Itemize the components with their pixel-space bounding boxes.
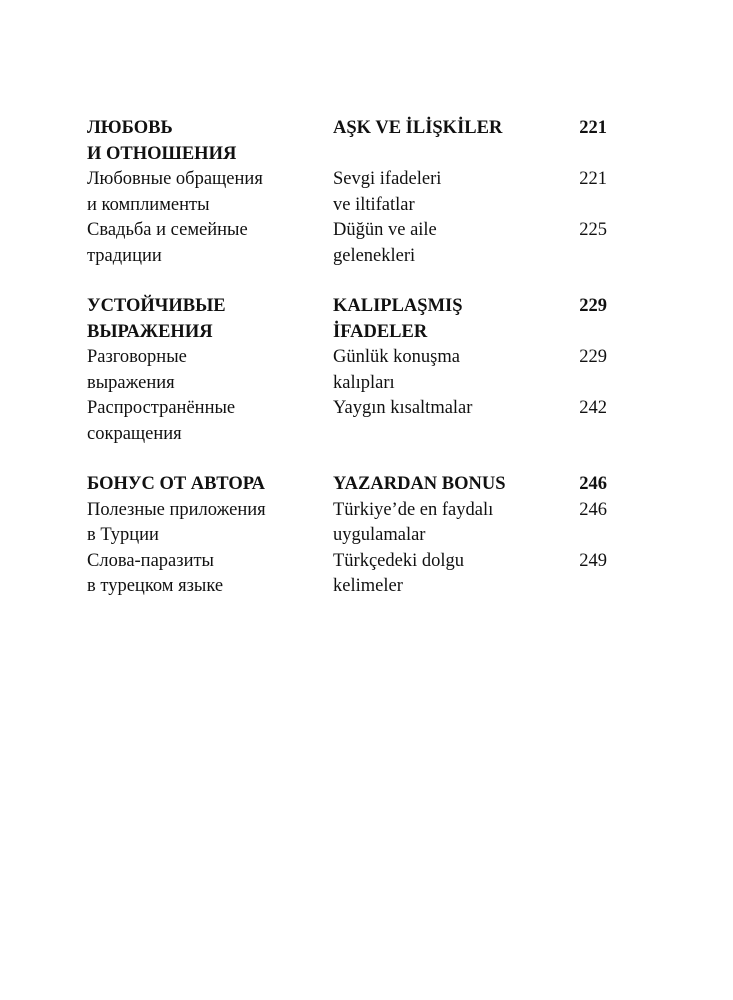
entry-page-number: 246 bbox=[579, 499, 607, 520]
heading-russian: БОНУС ОТ АВТОРА bbox=[87, 474, 266, 494]
heading-russian: УСТОЙЧИВЫЕ ВЫРАЖЕНИЯ bbox=[87, 296, 226, 342]
entry-page-number: 249 bbox=[579, 550, 607, 571]
toc-entry bbox=[87, 498, 607, 549]
heading-turkish: AŞK VE İLİŞKİLER bbox=[333, 118, 503, 138]
entry-page-number: 225 bbox=[579, 220, 607, 240]
table-of-contents bbox=[87, 116, 607, 625]
toc-entry bbox=[87, 396, 607, 447]
heading-page-number: 229 bbox=[579, 296, 607, 316]
toc-entry bbox=[87, 167, 607, 218]
entry-turkish: Türkiye’de en faydalı uygulamalar bbox=[333, 499, 494, 545]
entry-turkish: Sevgi ifadeleri ve iltifatlar bbox=[333, 169, 442, 215]
toc-section-expressions bbox=[87, 294, 607, 447]
toc-entry bbox=[87, 345, 607, 396]
entry-turkish: Yaygın kısaltmalar bbox=[333, 398, 473, 418]
heading-russian: ЛЮБОВЬ И ОТНОШЕНИЯ bbox=[87, 118, 237, 164]
entry-turkish: Türkçedeki dolgu kelimeler bbox=[333, 550, 464, 596]
toc-section-heading bbox=[87, 472, 607, 498]
entry-russian: Любовные обращения и комплименты bbox=[87, 169, 263, 215]
toc-section-bonus bbox=[87, 472, 607, 600]
toc-entry bbox=[87, 549, 607, 600]
heading-page-number: 221 bbox=[579, 118, 607, 138]
entry-turkish: Düğün ve aile gelenekleri bbox=[333, 220, 437, 266]
entry-russian: Распространённые сокращения bbox=[87, 398, 236, 444]
entry-russian: Полезные приложения в Турции bbox=[87, 499, 266, 545]
entry-russian: Слова-паразиты в турецком языке bbox=[87, 550, 224, 596]
toc-entry bbox=[87, 218, 607, 269]
entry-page-number: 242 bbox=[579, 398, 607, 418]
heading-page-number: 246 bbox=[579, 474, 607, 494]
entry-page-number: 221 bbox=[579, 169, 607, 189]
heading-turkish: YAZARDAN BONUS bbox=[333, 474, 506, 494]
entry-russian: Разговорные выражения bbox=[87, 347, 187, 393]
entry-page-number: 229 bbox=[579, 347, 607, 367]
heading-turkish: KALIPLAŞMIŞ İFADELER bbox=[333, 296, 463, 342]
entry-turkish: Günlük konuşma kalıpları bbox=[333, 347, 460, 393]
toc-section-heading bbox=[87, 294, 607, 345]
entry-russian: Свадьба и семейные традиции bbox=[87, 220, 248, 266]
toc-section-love bbox=[87, 116, 607, 269]
toc-section-heading bbox=[87, 116, 607, 167]
